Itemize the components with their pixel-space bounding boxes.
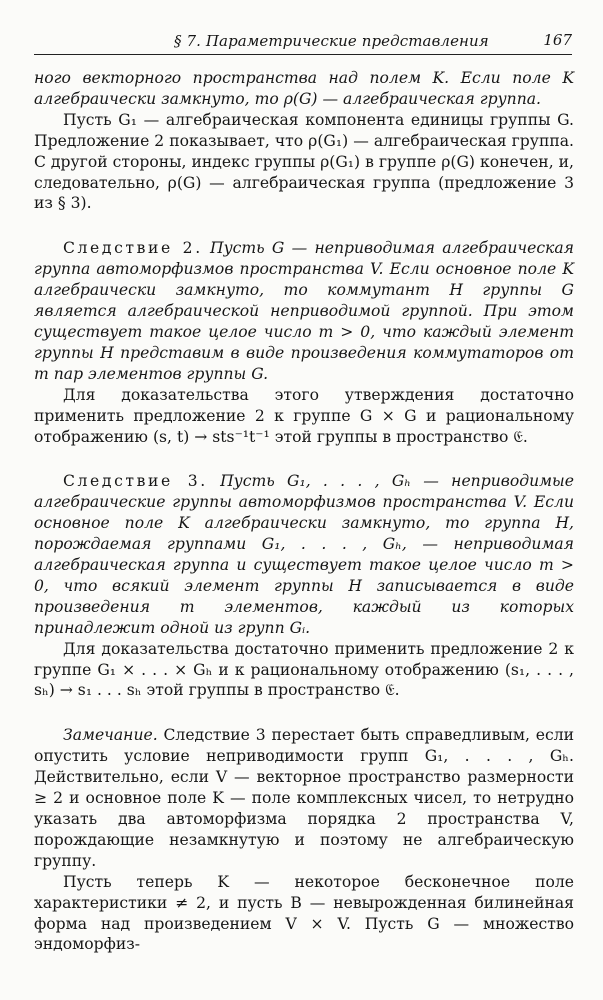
paragraph-final: Пусть теперь K — некоторое бесконечное поле характеристики ≠ 2, и пусть B — невырожденная билинейная форма над произведением V × V. Пусть G — множество эндоморфиз-: [34, 872, 574, 954]
corollary-3-label: Следствие 3.: [63, 472, 208, 491]
remark-text: Следствие 3 перестает быть справедливым, если опустить условие неприводимости групп G₁, . . . , Gₕ. Действительно, если V — векторное пространство размерности ≥ 2 и основное поле K — поле комплексных чисел, то нетрудно указать два автоморфизма порядка 2 пространства V, порождающие незамкнутую и поэтому не алгебраическую группу.: [34, 726, 574, 870]
corollary-3-proof: Для доказательства достаточно применить предложение 2 к группе G₁ × . . . × Gₕ и к рациональному отображению (s₁, . . . , sₕ) → s₁ . . . sₕ этой группы в пространство 𝔈.: [34, 639, 574, 700]
remark-label: Замечание.: [63, 726, 158, 745]
paragraph-continuation: ного векторного пространства над полем K. Если поле K алгебраически замкнуто, то ρ(G) — алгебраическая группа.: [34, 69, 574, 108]
page-number: 167: [543, 31, 572, 49]
spacer: [34, 447, 574, 471]
spacer: [34, 214, 574, 238]
remark: [34, 725, 574, 871]
spacer: [34, 701, 574, 725]
corollary-2: [34, 238, 574, 384]
corollary-3-text: Пусть G₁, . . . , Gₕ — неприводимые алгебраические группы автоморфизмов пространства V. Если основное поле K алгебраически замкнуто, то группа H, порождаемая группами G₁, . . . , Gₕ, — неприводимая алгебраическая группа и существует такое целое число m > 0, что всякий элемент группы H записывается в виде произведения m элементов, каждый из которых принадлежит одной из групп Gᵢ.: [34, 472, 574, 637]
corollary-3: [34, 471, 574, 638]
corollary-2-label: Следствие 2.: [63, 239, 203, 258]
page-body: [34, 68, 574, 955]
corollary-2-proof: Для доказательства этого утверждения достаточно применить предложение 2 к группе G × G и рациональному отображению (s, t) → sts⁻¹t⁻¹ этой группы в пространство 𝔈.: [34, 385, 574, 446]
running-header: [34, 26, 572, 55]
section-title: § 7. Параметрические представления: [174, 32, 489, 50]
corollary-2-text: Пусть G — неприводимая алгебраическая группа автоморфизмов пространства V. Если основное поле K алгебраически замкнуто, то коммутант H группы G является алгебраической неприводимой группой. При этом существует такое целое число m > 0, что каждый элемент группы H представим в виде произведения коммутаторов от m пар элементов группы G.: [34, 239, 574, 383]
paragraph-proof: Пусть G₁ — алгебраическая компонента единицы группы G. Предложение 2 показывает, что ρ(G₁) — алгебраическая группа. С другой стороны, индекс группы ρ(G₁) в группе ρ(G) конечен, и, следовательно, ρ(G) — алгебраическая группа (предложение 3 из § 3).: [34, 110, 574, 213]
